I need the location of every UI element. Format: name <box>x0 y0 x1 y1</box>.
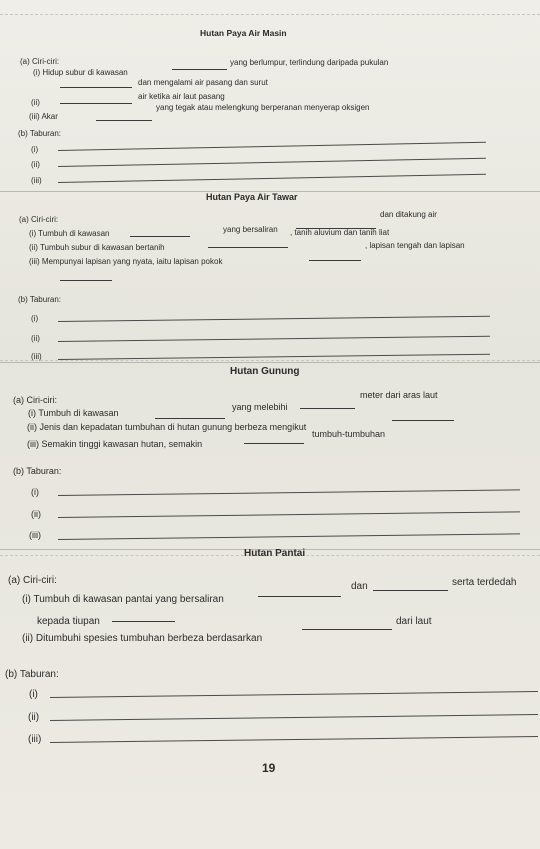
answer-blank[interactable] <box>208 247 288 248</box>
item-iii-text: (iii) Mempunyai lapisan yang nyata, iaitu lapisan pokok <box>29 257 223 266</box>
item-i-text-c: serta terdedah <box>452 577 517 588</box>
answer-blank[interactable] <box>130 236 190 237</box>
ciri-heading: (a) Ciri-ciri: <box>8 575 57 586</box>
taburan-heading: (b) Taburan: <box>18 295 61 304</box>
taburan-ii-label: (ii) <box>28 712 40 723</box>
taburan-ii-line[interactable] <box>58 336 490 342</box>
answer-blank[interactable] <box>60 103 132 104</box>
item-i-text-b: dan <box>351 581 368 592</box>
item-i-text: (i) Tumbuh di kawasan <box>29 229 110 238</box>
item-ii-text-b: dari laut <box>396 616 432 627</box>
answer-blank[interactable] <box>302 629 392 630</box>
taburan-i-line[interactable] <box>58 489 520 496</box>
item-ii-text: (ii) Tumbuh subur di kawasan bertanih <box>29 243 165 252</box>
taburan-i-label: (i) <box>31 314 39 323</box>
item-iii-text-cont: yang tegak atau melengkung berperanan menyerap oksigen <box>156 103 370 112</box>
item-i-text-b: yang melebihi <box>232 402 288 412</box>
item-ii-label: (ii) <box>31 98 40 107</box>
taburan-ii-label: (ii) <box>31 160 40 169</box>
section-title: Hutan Gunung <box>230 366 300 377</box>
fold-line <box>0 14 540 15</box>
answer-blank[interactable] <box>60 280 112 281</box>
answer-blank[interactable] <box>373 590 448 591</box>
taburan-i-line[interactable] <box>58 316 490 322</box>
item-ii-text-b: , tanih aluvium dan tanih liat <box>290 228 390 237</box>
item-i-text: (i) Hidup subur di kawasan <box>33 68 128 77</box>
answer-blank[interactable] <box>96 120 152 121</box>
taburan-iii-line[interactable] <box>58 174 486 183</box>
taburan-i-line[interactable] <box>58 142 486 151</box>
item-i-text-cont2: dan mengalami air pasang dan surut <box>138 78 268 87</box>
answer-blank[interactable] <box>60 87 132 88</box>
item-i-text-c: dan ditakung air <box>380 210 437 219</box>
taburan-heading: (b) Taburan: <box>5 669 59 680</box>
item-i-text: (i) Tumbuh di kawasan pantai yang bersaliran <box>22 594 224 605</box>
item-i-text-c: meter dari aras laut <box>360 390 438 400</box>
section-divider <box>0 362 540 363</box>
taburan-iii-line[interactable] <box>58 533 520 540</box>
answer-blank[interactable] <box>244 443 304 444</box>
taburan-iii-label: (iii) <box>31 352 42 361</box>
answer-blank[interactable] <box>392 420 454 421</box>
item-i-text: (i) Tumbuh di kawasan <box>28 408 119 418</box>
fold-line <box>0 360 540 361</box>
item-iii-text-b: tumbuh-tumbuhan <box>312 429 386 439</box>
page-number: 19 <box>262 761 276 775</box>
item-ii-text: (ii) Jenis dan kepadatan tumbuhan di hutan gunung berbeza mengikut <box>27 422 307 432</box>
taburan-heading: (b) Taburan: <box>18 129 61 138</box>
item-ii-text: air ketika air laut pasang <box>138 92 225 101</box>
item-iii-text: (iii) Semakin tinggi kawasan hutan, semakin <box>27 439 203 449</box>
taburan-i-label: (i) <box>31 145 39 154</box>
answer-blank[interactable] <box>155 418 225 419</box>
answer-blank[interactable] <box>300 408 355 409</box>
item-ii-text: (ii) Ditumbuhi spesies tumbuhan berbeza berdasarkan <box>22 633 263 644</box>
section-title: Hutan Pantai <box>244 548 306 559</box>
ciri-heading: (a) Ciri-ciri: <box>20 57 60 66</box>
section-title: Hutan Paya Air Masin <box>200 28 287 38</box>
taburan-i-label: (i) <box>31 487 39 497</box>
taburan-iii-label: (iii) <box>29 530 41 540</box>
item-iii-text-b: , lapisan tengah dan lapisan <box>365 241 465 250</box>
item-i-text-cont: yang berlumpur, terlindung daripada pukulan <box>230 58 389 67</box>
taburan-ii-line[interactable] <box>58 158 486 167</box>
taburan-ii-line[interactable] <box>50 714 538 721</box>
answer-blank[interactable] <box>172 69 227 70</box>
answer-blank[interactable] <box>112 621 175 622</box>
taburan-iii-line[interactable] <box>50 736 538 743</box>
answer-blank[interactable] <box>309 260 361 261</box>
taburan-iii-label: (iii) <box>31 176 42 185</box>
taburan-heading: (b) Taburan: <box>13 466 62 476</box>
section-title: Hutan Paya Air Tawar <box>206 192 298 202</box>
item-i-text-b: yang bersaliran <box>223 225 278 234</box>
item-iii-text: (iii) Akar <box>29 112 58 121</box>
taburan-i-label: (i) <box>29 689 38 700</box>
ciri-heading: (a) Ciri-ciri: <box>19 215 59 224</box>
taburan-iii-label: (iii) <box>28 734 42 745</box>
ciri-heading: (a) Ciri-ciri: <box>13 395 57 405</box>
taburan-ii-line[interactable] <box>58 511 520 518</box>
taburan-ii-label: (ii) <box>31 334 40 343</box>
taburan-ii-label: (ii) <box>31 509 41 519</box>
answer-blank[interactable] <box>258 596 341 597</box>
item-i-text-d: kepada tiupan <box>37 616 100 627</box>
taburan-i-line[interactable] <box>50 691 538 698</box>
